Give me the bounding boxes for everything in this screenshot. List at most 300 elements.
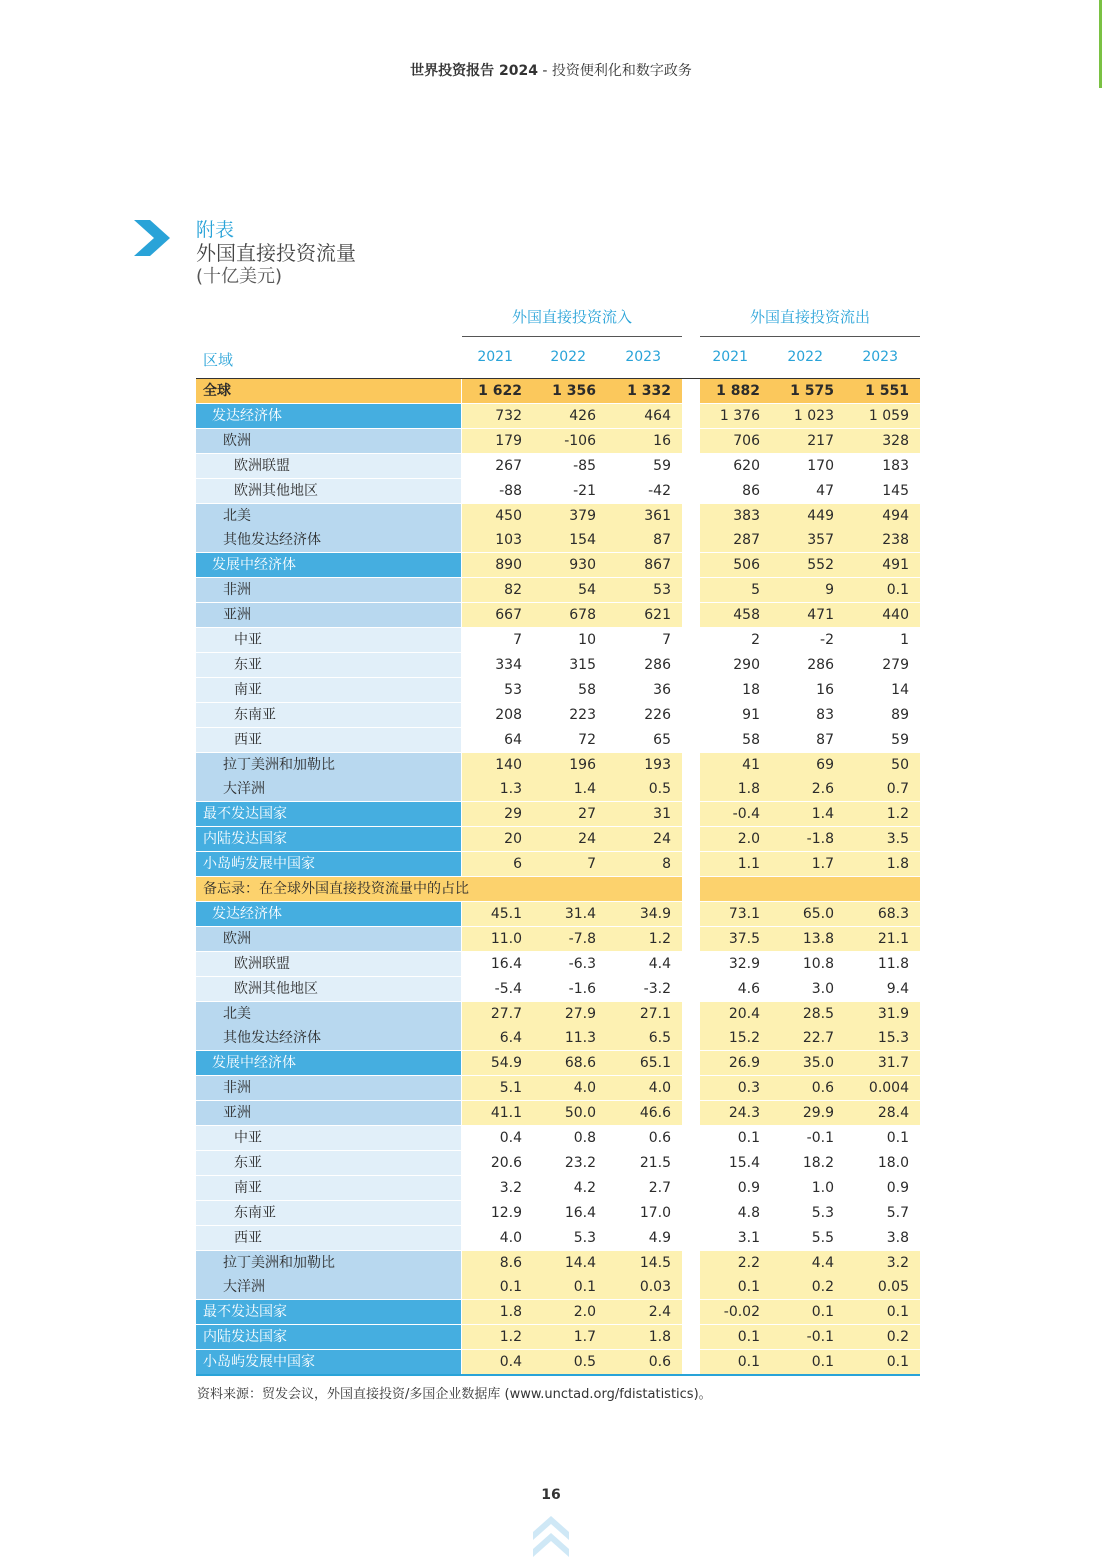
inflow-value: -21 [573, 482, 596, 499]
inflow-value: 0.03 [639, 1279, 671, 1296]
table-row [196, 703, 920, 728]
double-chevron-up-icon[interactable] [533, 1516, 569, 1559]
table-row [196, 528, 920, 553]
inflow-value: 226 [644, 706, 671, 723]
outflow-value: 41 [742, 756, 760, 773]
row-label: 欧洲联盟 [196, 454, 461, 478]
inflows-cells [462, 1350, 682, 1374]
outflows-cells [700, 504, 920, 528]
outflow-value: 0.1 [886, 1304, 909, 1321]
outflow-value: 0.004 [868, 1080, 909, 1097]
row-label: 拉丁美洲和加勒比 [196, 753, 461, 777]
outflow-value: 620 [733, 457, 760, 474]
inflow-value: 27 [578, 806, 596, 823]
inflows-cells [462, 728, 682, 752]
year-header-out-2022: 2022 [787, 349, 823, 365]
inflow-value: 4.0 [648, 1080, 671, 1097]
outflow-value: 286 [807, 656, 834, 673]
inflow-value: 196 [569, 756, 596, 773]
inflows-cells [462, 1325, 682, 1349]
inflow-value: 0.1 [573, 1279, 596, 1296]
inflow-value: 379 [569, 507, 596, 524]
inflow-value: 1 332 [627, 383, 671, 399]
inflow-value: 0.5 [648, 781, 671, 798]
inflow-value: 17.0 [639, 1204, 671, 1221]
outflow-value: 217 [807, 432, 834, 449]
outflow-value: 83 [816, 706, 834, 723]
outflow-value: 183 [882, 457, 909, 474]
outflow-value: 15.2 [728, 1030, 760, 1047]
table-row [196, 927, 920, 952]
inflow-value: -1.6 [568, 980, 596, 997]
outflow-value: 706 [733, 432, 760, 449]
outflow-value: 50 [891, 756, 909, 773]
outflow-value: 1.4 [811, 806, 834, 823]
outflow-value: 2 [751, 632, 760, 648]
outflow-value: 68.3 [877, 905, 909, 922]
outflow-value: 13.8 [802, 930, 834, 947]
outflow-value: 458 [733, 607, 760, 624]
outflows-cells [700, 603, 920, 627]
inflow-value: 0.6 [648, 1354, 671, 1371]
table-row [196, 1051, 920, 1076]
outflows-cells [700, 1325, 920, 1349]
outflows-cells [700, 454, 920, 478]
header-separator: - [537, 63, 552, 79]
inflows-cells [462, 479, 682, 503]
outflow-value: 0.2 [811, 1279, 834, 1296]
table-row [196, 952, 920, 977]
outflows-cells [700, 852, 920, 876]
inflow-value: 14.5 [639, 1254, 671, 1271]
outflow-value: 383 [733, 507, 760, 524]
inflow-value: 5.3 [573, 1229, 596, 1246]
outflow-value: 491 [882, 557, 909, 574]
inflow-value: 2.0 [573, 1304, 596, 1321]
outflow-value: 0.9 [737, 1179, 760, 1196]
outflow-value: 1.1 [737, 856, 760, 873]
inflows-cells [462, 379, 682, 403]
row-label: 北美 [196, 504, 461, 528]
outflow-value: 279 [882, 656, 909, 673]
outflows-cells [700, 1002, 920, 1026]
inflow-value: 0.4 [499, 1130, 522, 1146]
outflow-value: 35.0 [802, 1055, 834, 1072]
inflows-cells [462, 1126, 682, 1150]
outflow-value: 9 [825, 582, 834, 599]
inflow-value: 20 [504, 831, 522, 848]
source-note: 资料来源：贸发会议，外国直接投资/多国企业数据库 (www.unctad.org/fdistatistics)。 [197, 1387, 712, 1402]
outflow-value: 28.5 [802, 1005, 834, 1022]
row-label: 全球 [196, 379, 461, 403]
outflow-value: 20.4 [728, 1005, 760, 1022]
row-label: 内陆发达国家 [196, 1325, 461, 1349]
outflow-value: 31.9 [877, 1005, 909, 1022]
outflow-value: 0.1 [811, 1304, 834, 1321]
inflow-value: 46.6 [639, 1105, 671, 1122]
inflow-value: 4.9 [648, 1229, 671, 1246]
outflow-value: 0.1 [737, 1329, 760, 1346]
outflow-value: 506 [733, 557, 760, 574]
outflow-value: 86 [742, 482, 760, 499]
inflows-cells [462, 977, 682, 1001]
table-row [196, 479, 920, 504]
inflow-value: 1.2 [648, 930, 671, 947]
outflow-value: 0.1 [737, 1279, 760, 1296]
row-label: 欧洲其他地区 [196, 479, 461, 503]
inflows-cells [462, 1300, 682, 1324]
inflow-value: 6.5 [648, 1030, 671, 1047]
inflow-value: -5.4 [494, 980, 522, 997]
inflow-value: 678 [569, 607, 596, 624]
outflows-cells [700, 1026, 920, 1050]
outflow-value: 3.8 [886, 1229, 909, 1246]
table-row [196, 1126, 920, 1151]
inflows-cells [462, 578, 682, 602]
table-row [196, 504, 920, 529]
outflow-value: -2 [820, 632, 834, 648]
inflow-value: 0.1 [499, 1279, 522, 1296]
inflow-value: 16.4 [490, 955, 522, 972]
table-row [196, 802, 920, 827]
outflows-cells [700, 827, 920, 851]
outflow-value: 328 [882, 432, 909, 449]
year-header-in-2021: 2021 [477, 349, 513, 365]
inflow-value: 426 [569, 407, 596, 424]
inflow-value: 450 [495, 507, 522, 524]
outflows-group-header: 外国直接投资流出 [749, 308, 870, 326]
inflow-value: 8.6 [499, 1254, 522, 1271]
outflow-value: 0.6 [811, 1080, 834, 1097]
inflow-value: 59 [653, 457, 671, 474]
inflow-value: 7 [587, 856, 596, 873]
row-label: 非洲 [196, 1076, 461, 1100]
outflows-cells [700, 1275, 920, 1299]
row-label: 中亚 [196, 628, 461, 652]
inflow-value: 4.0 [573, 1080, 596, 1097]
row-label: 中亚 [196, 1126, 461, 1150]
inflow-value: 1 622 [478, 383, 522, 399]
inflow-value: 36 [653, 681, 671, 698]
inflow-value: 208 [495, 706, 522, 723]
inflow-value: 732 [495, 407, 522, 424]
year-header-in-2023: 2023 [625, 349, 661, 365]
table-row [196, 1101, 920, 1126]
outflow-value: 21.1 [877, 930, 909, 947]
table-row [196, 877, 920, 902]
table-row [196, 1026, 920, 1051]
outflow-value: 1.8 [737, 781, 760, 798]
outflow-value: 73.1 [728, 905, 760, 922]
outflow-value: 91 [742, 706, 760, 723]
inflows-cells [462, 902, 682, 926]
row-label: 南亚 [196, 1176, 461, 1200]
inflow-value: 41.1 [490, 1105, 522, 1122]
outflow-value: 5.7 [886, 1204, 909, 1221]
table-unit: (十亿美元) [196, 266, 283, 287]
table-row [196, 404, 920, 429]
inflow-value: 20.6 [490, 1154, 522, 1171]
table-row [196, 653, 920, 678]
outflows-cells [700, 728, 920, 752]
inflow-value: -88 [499, 482, 522, 499]
row-label: 非洲 [196, 578, 461, 602]
inflow-value: 867 [644, 557, 671, 574]
inflow-value: 58 [578, 681, 596, 698]
row-label: 亚洲 [196, 603, 461, 627]
inflows-group-header: 外国直接投资流入 [511, 308, 632, 326]
inflows-cells [462, 1051, 682, 1075]
inflows-cells [462, 528, 682, 552]
outflows-cells [700, 977, 920, 1001]
inflow-value: 1.8 [499, 1304, 522, 1321]
inflows-cells [462, 504, 682, 528]
region-column-header: 区域 [203, 351, 234, 369]
inflow-value: 361 [644, 507, 671, 524]
outflow-value: 471 [807, 607, 834, 624]
row-label: 北美 [196, 1002, 461, 1026]
outflows-cells [700, 653, 920, 677]
outflow-value: 3.1 [737, 1229, 760, 1246]
row-label: 大洋洲 [196, 1275, 461, 1299]
inflow-value: 87 [653, 532, 671, 549]
outflow-value: 449 [807, 507, 834, 524]
table-row [196, 1226, 920, 1251]
outflow-value: 2.0 [737, 831, 760, 848]
outflow-value: 0.7 [886, 781, 909, 798]
row-label: 其他发达经济体 [196, 1026, 461, 1050]
outflow-value: 1 376 [719, 407, 760, 424]
inflow-value: 65 [653, 731, 671, 748]
outflow-value: 31.7 [877, 1055, 909, 1072]
outflow-value: 1.8 [886, 856, 909, 873]
outflow-value: 0.1 [886, 582, 909, 599]
inflow-value: 4.2 [573, 1179, 596, 1196]
table-row [196, 827, 920, 852]
outflow-value: 1 882 [716, 383, 760, 399]
outflow-value: 1.2 [886, 806, 909, 823]
table-row [196, 1350, 920, 1375]
row-label: 欧洲 [196, 927, 461, 951]
row-label: 西亚 [196, 728, 461, 752]
table-row [196, 429, 920, 454]
inflow-value: 4.4 [648, 955, 671, 972]
outflow-value: 1 [900, 632, 909, 648]
outflow-value: 11.8 [877, 955, 909, 972]
table-row [196, 902, 920, 927]
inflow-value: 103 [495, 532, 522, 549]
outflow-value: 47 [816, 482, 834, 499]
inflow-value: 667 [495, 607, 522, 624]
table-row [196, 1325, 920, 1350]
inflow-value: 45.1 [490, 905, 522, 922]
outflow-value: 28.4 [877, 1105, 909, 1122]
inflows-cells [462, 1101, 682, 1125]
table-row [196, 1151, 920, 1176]
outflow-value: 4.8 [737, 1204, 760, 1221]
row-label: 东亚 [196, 653, 461, 677]
inflow-value: 27.1 [639, 1005, 671, 1022]
inflow-value: 31 [653, 806, 671, 823]
table-row [196, 578, 920, 603]
table-row [196, 678, 920, 703]
outflow-value: 26.9 [728, 1055, 760, 1072]
outflow-value: 24.3 [728, 1105, 760, 1122]
inflow-value: 0.8 [573, 1130, 596, 1146]
outflows-cells [700, 429, 920, 453]
outflows-cells [700, 1076, 920, 1100]
outflows-cells [700, 802, 920, 826]
inflow-value: 2.7 [648, 1179, 671, 1196]
outflows-cells [700, 1126, 920, 1150]
row-label: 其他发达经济体 [196, 528, 461, 552]
inflow-value: 223 [569, 706, 596, 723]
inflow-value: 464 [644, 407, 671, 424]
outflow-value: 287 [733, 532, 760, 549]
row-label: 发展中经济体 [196, 1051, 461, 1075]
outflow-value: 145 [882, 482, 909, 499]
outflow-value: 5.3 [811, 1204, 834, 1221]
inflow-value: 193 [644, 756, 671, 773]
outflow-value: 4.6 [737, 980, 760, 997]
outflow-value: -1.8 [806, 831, 834, 848]
inflow-value: 2.4 [648, 1304, 671, 1321]
outflow-value: 1.0 [811, 1179, 834, 1196]
outflow-value: 0.1 [737, 1130, 760, 1146]
outflows-cells [700, 628, 920, 652]
inflow-value: 53 [653, 582, 671, 599]
outflow-value: 0.2 [886, 1329, 909, 1346]
inflow-value: 29 [504, 806, 522, 823]
table-row [196, 628, 920, 653]
outflow-value: 0.1 [886, 1354, 909, 1371]
inflows-cells [462, 1201, 682, 1225]
row-label: 最不发达国家 [196, 1300, 461, 1324]
inflow-value: 890 [495, 557, 522, 574]
table-row [196, 553, 920, 578]
outflow-value: 59 [891, 731, 909, 748]
inflow-value: 27.7 [490, 1005, 522, 1022]
outflow-value: 22.7 [802, 1030, 834, 1047]
outflow-value: 18.2 [802, 1154, 834, 1171]
inflows-cells [462, 1151, 682, 1175]
outflow-value: 290 [733, 656, 760, 673]
table-row [196, 1176, 920, 1201]
outflows-cells [700, 1251, 920, 1275]
outflows-cells [700, 927, 920, 951]
annex-label: 附表 [196, 219, 235, 241]
outflow-value: 3.5 [886, 831, 909, 848]
inflows-cells [462, 1002, 682, 1026]
outflows-cells [700, 902, 920, 926]
outflow-value: -0.1 [806, 1130, 834, 1146]
outflow-value: 15.3 [877, 1030, 909, 1047]
inflow-value: 65.1 [639, 1055, 671, 1072]
outflows-cells [700, 703, 920, 727]
inflow-value: 1.3 [499, 781, 522, 798]
outflow-value: 87 [816, 731, 834, 748]
inflow-value: 24 [578, 831, 596, 848]
outflow-value: 58 [742, 731, 760, 748]
outflow-value: 5 [751, 582, 760, 599]
outflows-cells [700, 753, 920, 777]
row-label: 东南亚 [196, 1201, 461, 1225]
memo-band-outflows [700, 877, 920, 901]
inflow-value: 7 [662, 632, 671, 648]
table-bottom-rule [196, 1374, 920, 1376]
inflow-value: 54 [578, 582, 596, 599]
memo-label: 备忘录：在全球外国直接投资流量中的占比 [203, 881, 469, 897]
inflow-value: -6.3 [568, 955, 596, 972]
inflows-cells [462, 802, 682, 826]
outflow-value: -0.02 [723, 1304, 760, 1321]
outflow-value: 15.4 [728, 1154, 760, 1171]
row-label: 发展中经济体 [196, 553, 461, 577]
outflows-cells [700, 553, 920, 577]
outflows-cells [700, 1151, 920, 1175]
row-label: 西亚 [196, 1226, 461, 1250]
outflows-cells [700, 678, 920, 702]
outflow-value: 170 [807, 457, 834, 474]
inflow-value: 1.2 [499, 1329, 522, 1346]
inflow-value: 4.0 [499, 1229, 522, 1246]
inflow-value: 1.8 [648, 1329, 671, 1346]
outflow-value: 10.8 [802, 955, 834, 972]
inflow-value: 82 [504, 582, 522, 599]
table-row [196, 1076, 920, 1101]
outflow-value: 32.9 [728, 955, 760, 972]
inflow-value: 267 [495, 457, 522, 474]
inflow-value: 0.4 [499, 1354, 522, 1371]
table-row [196, 777, 920, 802]
outflows-cells [700, 1101, 920, 1125]
table-row [196, 1251, 920, 1276]
inflows-cells [462, 429, 682, 453]
year-header-out-2023: 2023 [862, 349, 898, 365]
inflow-value: -42 [648, 482, 671, 499]
table-row [196, 379, 920, 404]
inflow-value: 24 [653, 831, 671, 848]
inflows-cells [462, 753, 682, 777]
table-row [196, 1300, 920, 1325]
inflows-cells [462, 1226, 682, 1250]
outflow-value: 9.4 [886, 980, 909, 997]
row-label: 拉丁美洲和加勒比 [196, 1251, 461, 1275]
outflows-cells [700, 777, 920, 801]
outflow-value: 2.2 [737, 1254, 760, 1271]
inflows-cells [462, 1176, 682, 1200]
header-subtitle: 投资便利化和数字政务 [551, 63, 692, 79]
inflows-cells [462, 827, 682, 851]
year-header-in-2022: 2022 [550, 349, 586, 365]
outflow-value: 18.0 [877, 1154, 909, 1171]
inflows-cells [462, 1076, 682, 1100]
table-row [196, 1201, 920, 1226]
inflow-value: 7 [513, 632, 522, 648]
outflows-cells [700, 578, 920, 602]
outflow-value: 5.5 [811, 1229, 834, 1246]
inflow-value: 6.4 [499, 1030, 522, 1047]
inflow-value: 21.5 [639, 1154, 671, 1171]
inflows-cells [462, 678, 682, 702]
outflow-value: 16 [816, 681, 834, 698]
outflow-value: 1 575 [790, 383, 834, 399]
table-row [196, 728, 920, 753]
outflow-value: 37.5 [728, 930, 760, 947]
inflow-value: 11.0 [490, 930, 522, 947]
outflow-value: 0.1 [737, 1354, 760, 1371]
outflow-value: 65.0 [802, 905, 834, 922]
